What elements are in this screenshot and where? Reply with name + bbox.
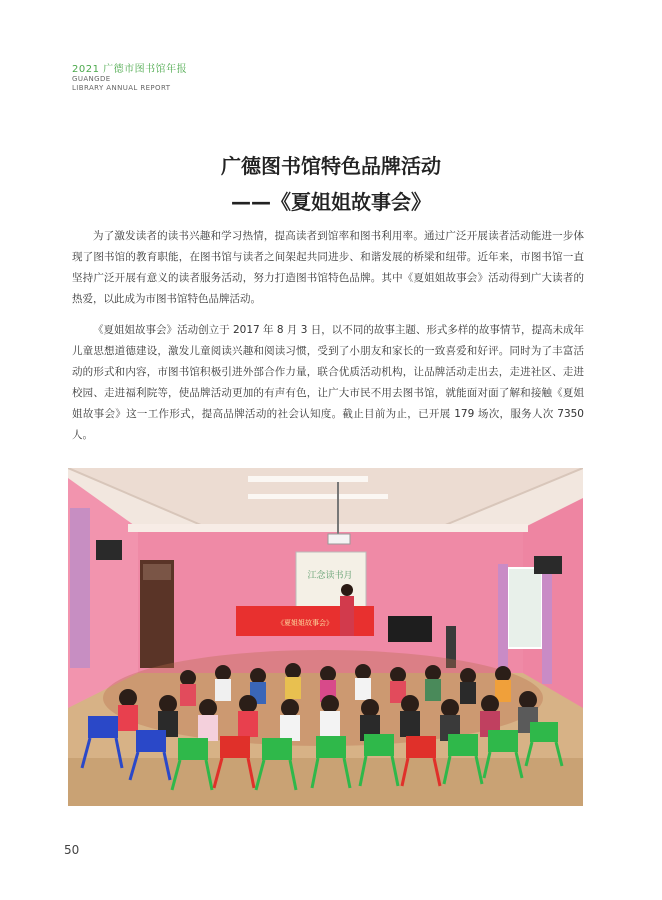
storytelling-event-photo [68,468,583,806]
report-subtitle-en-1: GUANGDE [72,75,111,83]
audience-children [103,650,543,746]
article-subtitle: ——《夏姐姐故事会》 [231,190,431,214]
report-header [72,60,187,93]
screen-title-text: 江念读书月 [307,571,353,581]
page-number: 50 [64,843,80,857]
report-subtitle-en-2: LIBRARY ANNUAL REPORT [72,84,171,92]
report-year-title: 2021 广德市图书馆年报 [72,64,188,75]
paragraph-intro: 为了激发读者的读书兴趣和学习热情，提高读者到馆率和图书利用率。通过广泛开展读者活动能进一步体现了图书馆的教育职能，在图书馆与读者之间架起共同进步、和谐发展的桥梁和纽带。近年来，市图书馆一直坚持广泛开展有意义的读者服务活动，努力打造图书馆特色品牌。其中《夏姐姐故事会》活动得到广大读者的热爱，以此成为市图书馆特色品牌活动。 [72,230,584,305]
article-title: 广德图书馆特色品牌活动 [221,154,441,178]
paragraph-history: 《夏姐姐故事会》活动创立于 2017 年 8 月 3 日，以不同的故事主题、形式多样的故事情节，提高未成年儿童思想道德建设，激发儿童阅读兴趣和阅读习惯，受到了小朋友和家长的一致喜爱和好评。同时为了丰富活动的形式和内容，市图书馆积极引进外部合作力量，联合优质活动机构，让品牌活动走出去，走进社区、走进校园、走进福利院等，使品牌活动更加的有声有色，让广大市民不用去图书馆，就能面对面了解和接触《夏姐姐故事会》这一工作形式，提高品牌活动的社会认知度。截止目前为止，已开展 179 场次，服务人次 7350 人。 [72,324,584,441]
banner-text: 《夏姐姐故事会》 [277,619,333,627]
